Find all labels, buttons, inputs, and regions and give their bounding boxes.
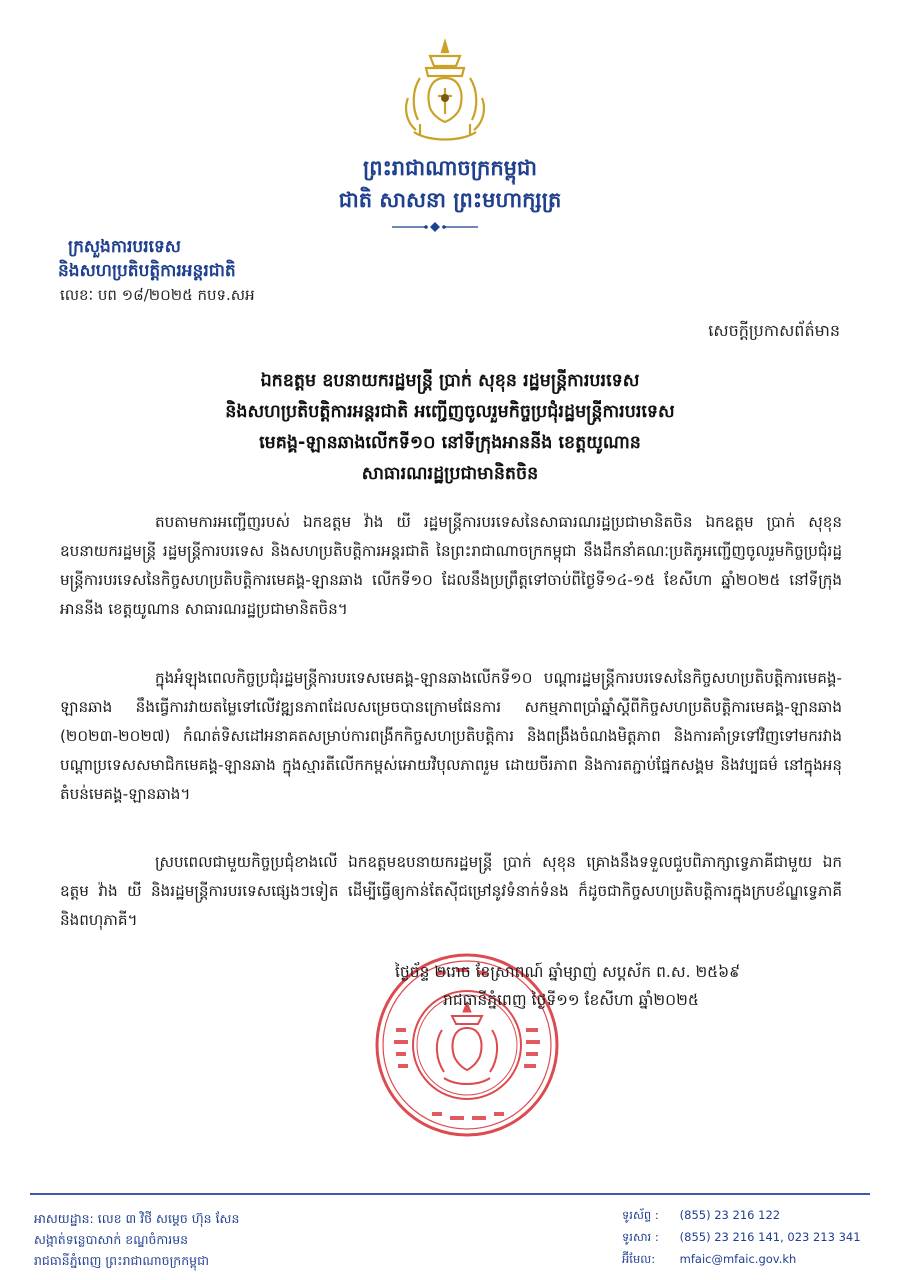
address-line [34,1208,239,1229]
fax-row [622,1226,861,1248]
lunar-date: ថ្ងៃច័ន្ទ ២រោច ខែស្រាពណ៍ ឆ្នាំម្សាញ់ សប្តស័ក ព.ស. ២៥៦៩ [395,963,741,981]
body-paragraph: តបតាមការអញ្ជើញរបស់ ឯកឧត្តម វ៉ាង យី រដ្ឋមន្ត្រីការបរទេសនៃសាធារណរដ្ឋប្រជាមានិតចិន ឯកឧត្តម ប្រាក់ សុខុន ឧបនាយករដ្ឋមន្ត្រី រដ្ឋមន្ត្រីការបរទេស និងសហប្រតិបត្តិការអន្តរជាតិ នៃព្រះរាជាណាចក្រកម្ពុជា នឹងដឹកនាំគណៈប្រតិភូអញ្ជើញចូលរួមកិច្ចប្រជុំរដ្ឋមន្ត្រីការបរទេសនៃកិច្ចសហប្រតិបត្តិការមេគង្គ-ឡានឆាង លើកទី១០ ដែលនឹងប្រព្រឹត្តទៅចាប់ពីថ្ងៃទី១៤-១៥ ខែសីហា ឆ្នាំ២០២៥ នៅទីក្រុងអាននីង ខេត្តយូណាន សាធារណរដ្ឋប្រជាមានិតចិន។ [60,513,842,618]
headline-line: ឯកឧត្តម ឧបនាយករដ្ឋមន្ត្រី ប្រាក់ សុខុន រដ្ឋមន្ត្រីការបរទេស [260,371,640,391]
ministry-name-line1: ក្រសួងការបរទេស [68,237,181,257]
body-paragraph: ស្របពេលជាមួយកិច្ចប្រជុំខាងលើ ឯកឧត្តមឧបនាយករដ្ឋមន្ត្រី ប្រាក់ សុខុន គ្រោងនឹងទទួលជួបពិភាក្សាទ្វេភាគីជាមួយ ឯកឧត្តម វ៉ាង យី និងរដ្ឋមន្ត្រីការបរទេសផ្សេងៗទៀត ដើម្បីធ្វើឲ្យកាន់តែស៊ីជម្រៅនូវទំនាក់ទំនង ក៏ដូចជាកិច្ចសហប្រតិបត្តិការក្នុងក្របខ័ណ្ឌទ្វេភាគី និងពហុភាគី។ [60,853,842,929]
document-type: សេចក្ដីប្រកាសព័ត៌មាន [708,321,840,340]
phone-label: ទូរស័ព្ទ : [622,1208,659,1222]
footer-address [34,1208,239,1271]
royal-arms-emblem [390,38,500,148]
ministry-name-line2: និងសហប្រតិបត្តិការអន្តរជាតិ [58,261,236,281]
ornament-divider-icon [390,220,480,234]
national-motto: ជាតិ សាសនា ព្រះមហាក្សត្រ [338,188,562,212]
kingdom-title: ព្រះរាជាណាចក្រកម្ពុជា [362,156,537,180]
headline-line: សាធារណរដ្ឋប្រជាមានិតចិន [361,464,539,484]
body-paragraph: ក្នុងអំឡុងពេលកិច្ចប្រជុំរដ្ឋមន្ត្រីការបរទេសមេគង្គ-ឡានឆាងលើកទី១០ បណ្ដារដ្ឋមន្ត្រីការបរទេសនៃកិច្ចសហប្រតិបត្តិការមេគង្គ-ឡានឆាង នឹងធ្វើការវាយតម្លៃទៅលើវឌ្ឍនភាពដែលសម្រេចបានក្រោមផែនការ សកម្មភាពប្រាំឆ្នាំស្ដីពីកិច្ចសហប្រតិបត្តិការមេគង្គ-ឡានឆាង (២០២៣-២០២៧) កំណត់ទិសដៅអនាគតសម្រាប់ការពង្រីកកិច្ចសហប្រតិបត្តិការ និងពង្រឹងចំណងមិត្តភាព និងការគាំទ្រទៅវិញទៅមករវាងបណ្ដាប្រទេសសមាជិកមេគង្គ-ឡានឆាង ក្នុងស្មារតីលើកកម្ពស់អោយវិបុលភាពរួម ដោយចីរភាព និងការតភ្ជាប់ផ្នែកសង្គម និងវប្បធម៌ នៅក្នុងអនុតំបន់មេគង្គ-ឡានឆាង។ [60,669,842,803]
email-link[interactable]: mfaic@mfaic.gov.kh [679,1252,797,1266]
fax-number: (855) 23 216 141, 023 213 341 [679,1230,861,1244]
address-line: សង្កាត់ទន្លេបាសាក់ ខណ្ឌចំការមន [34,1232,189,1247]
email-label: អ៊ីមែល: [622,1252,656,1266]
email-row [622,1248,861,1270]
reference-number: លេខៈ បព ១៨/២០២៥ កបទ.សអ [60,286,255,304]
headline-line: មេគង្គ-ឡានឆាងលើកទី១០ នៅទីក្រុងអាននីង ខេត្តយូណាន [259,433,641,453]
address-value: លេខ ៣ វិថី សម្ដេច ហ៊ុន សែន [97,1211,240,1226]
address-label: អាសយដ្ឋាន: [34,1211,94,1226]
phone-number[interactable]: (855) 23 216 122 [679,1208,781,1222]
headline [60,366,840,490]
headline-line: និងសហប្រតិបត្តិការអន្តរជាតិ អញ្ជើញចូលរួមកិច្ចប្រជុំរដ្ឋមន្ត្រីការបរទេស [225,402,675,422]
footer-contacts [622,1204,861,1270]
phone-row [622,1204,861,1226]
solar-date: រាជធានីភ្នំពេញ ថ្ងៃទី១១ ខែសីហា ឆ្នាំ២០២៥ [443,991,699,1009]
footer-divider [30,1193,870,1195]
fax-label: ទូរសារ : [622,1230,659,1244]
address-line: រាជធានីភ្នំពេញ ព្រះរាជាណាចក្រកម្ពុជា [34,1253,209,1268]
